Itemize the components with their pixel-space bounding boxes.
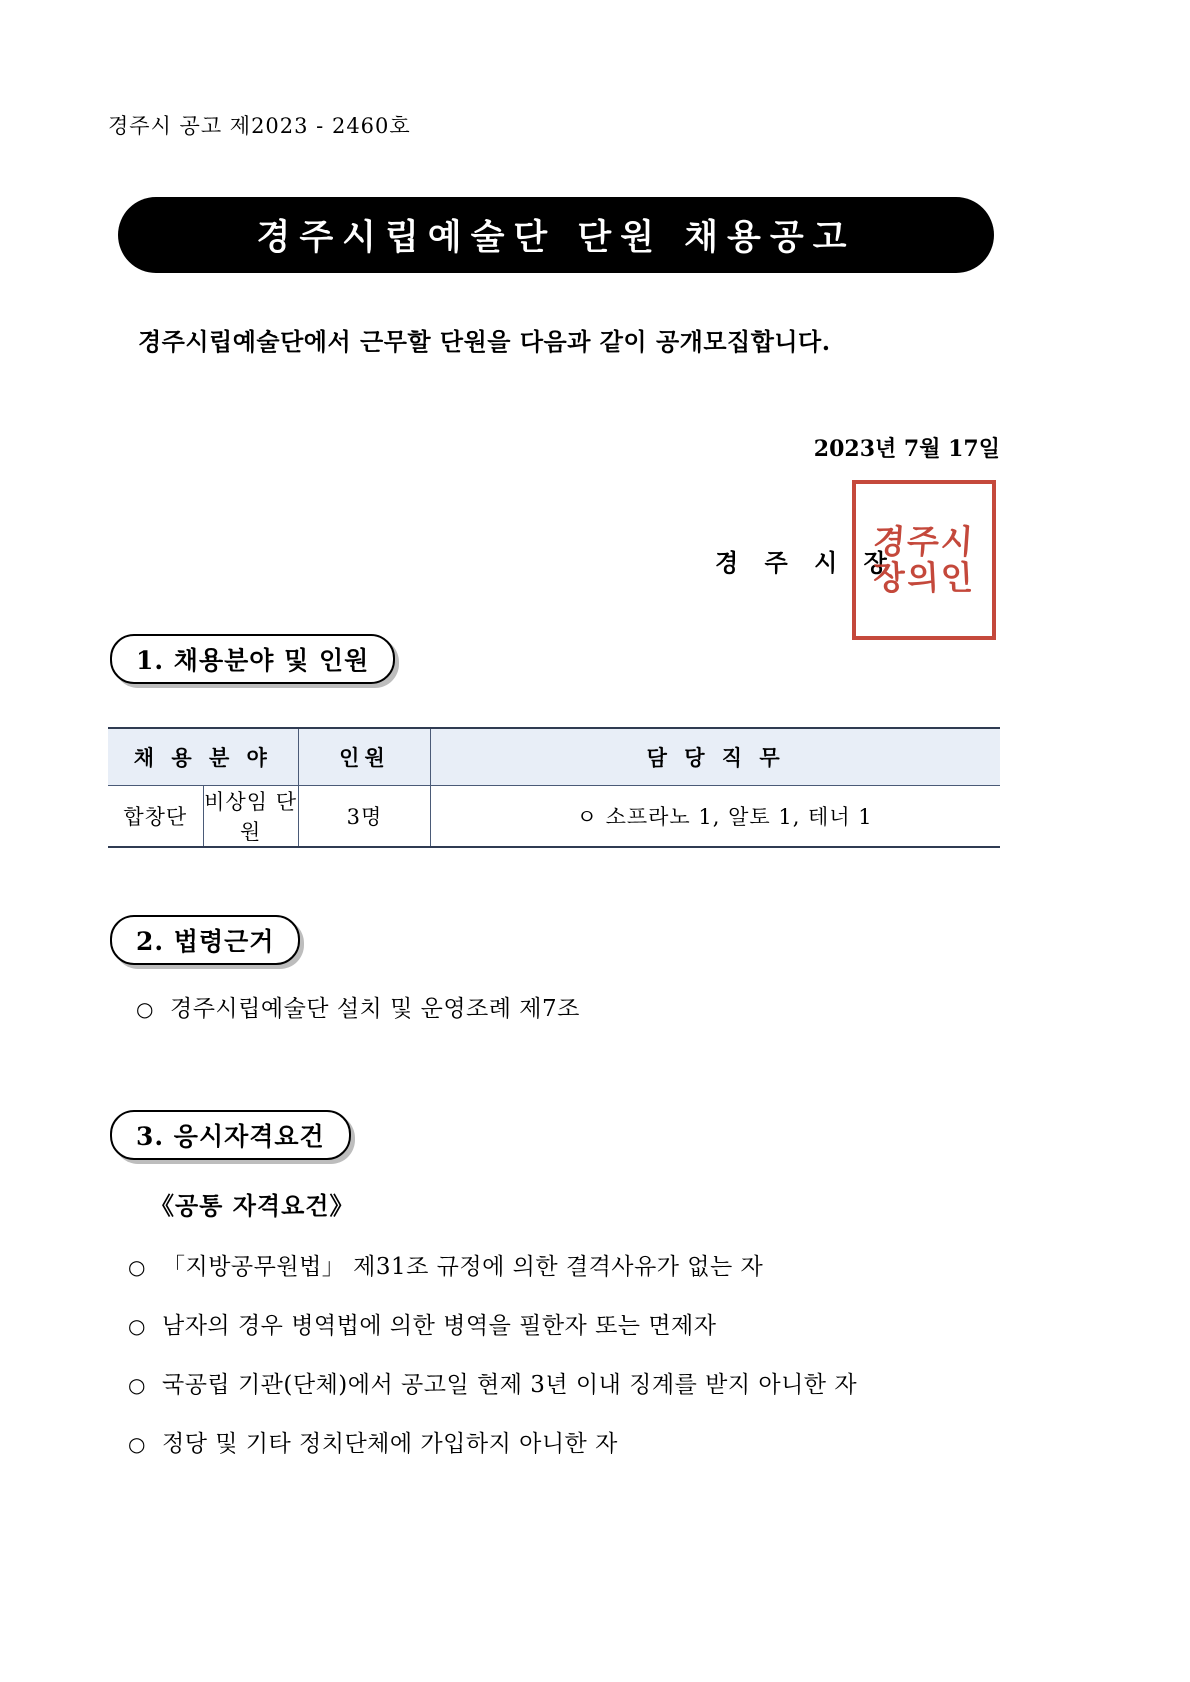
cell-type: 비상임 단원 <box>203 786 298 848</box>
list-item <box>136 990 580 1023</box>
list-item-label: 경주시립예술단 설치 및 운영조례 제7조 <box>170 996 580 1022</box>
signer-name: 경 주 시 장 <box>715 548 896 577</box>
section-heading-recruitment: 1. 채용분야 및 인원 <box>110 634 395 684</box>
qualification-subtitle: 《공통 자격요건》 <box>150 1191 355 1220</box>
table-row <box>108 786 1000 848</box>
cell-count: 3명 <box>298 786 431 848</box>
list-item-label: 「지방공무원법」 제31조 규정에 의한 결격사유가 없는 자 <box>162 1254 764 1280</box>
cell-duty: ㅇ 소프라노 1, 알토 1, 테너 1 <box>431 786 1000 848</box>
bullet-circle-icon: ○ <box>136 997 154 1021</box>
table-header-count: 인원 <box>298 728 431 786</box>
document-title-banner <box>118 197 994 273</box>
list-item <box>128 1307 857 1340</box>
table-header-row <box>108 728 1000 786</box>
recruitment-table-wrapper <box>108 727 1000 848</box>
list-item <box>128 1366 857 1399</box>
list-item-label: 국공립 기관(단체)에서 공고일 현제 3년 이내 징계를 받지 아니한 자 <box>162 1372 858 1398</box>
table-header-duty: 담 당 직 무 <box>431 728 1000 786</box>
recruitment-table <box>108 727 1000 848</box>
table-header-field: 채 용 분 야 <box>108 728 298 786</box>
page-title: 경주시립예술단 단원 채용공고 <box>256 217 856 258</box>
seal-line-1: 경주시 <box>871 521 977 561</box>
list-item-label: 남자의 경우 병역법에 의한 병역을 필한자 또는 면제자 <box>162 1313 717 1339</box>
bullet-circle-icon: ○ <box>128 1373 146 1397</box>
qualification-list <box>128 1248 857 1484</box>
bullet-circle-icon: ○ <box>128 1314 146 1338</box>
issue-date: 2023년 7월 17일 <box>813 436 1000 462</box>
section-heading-qualification: 3. 응시자격요건 <box>110 1110 351 1160</box>
list-item-label: 정당 및 기타 정치단체에 가입하지 아니한 자 <box>162 1431 618 1457</box>
intro-text: 경주시립예술단에서 근무할 단원을 다음과 같이 공개모집합니다. <box>138 327 831 356</box>
bullet-circle-icon: ○ <box>128 1432 146 1456</box>
document-number: 경주시 공고 제2023 - 2460호 <box>108 114 411 138</box>
cell-field: 합창단 <box>108 786 203 848</box>
section-heading-legal-basis: 2. 법령근거 <box>110 915 300 965</box>
official-seal-stamp <box>852 480 996 640</box>
list-item <box>128 1248 857 1281</box>
list-item <box>128 1425 857 1458</box>
seal-line-2: 장의인 <box>872 558 976 597</box>
legal-basis-list <box>136 990 580 1049</box>
bullet-circle-icon: ○ <box>128 1255 146 1279</box>
